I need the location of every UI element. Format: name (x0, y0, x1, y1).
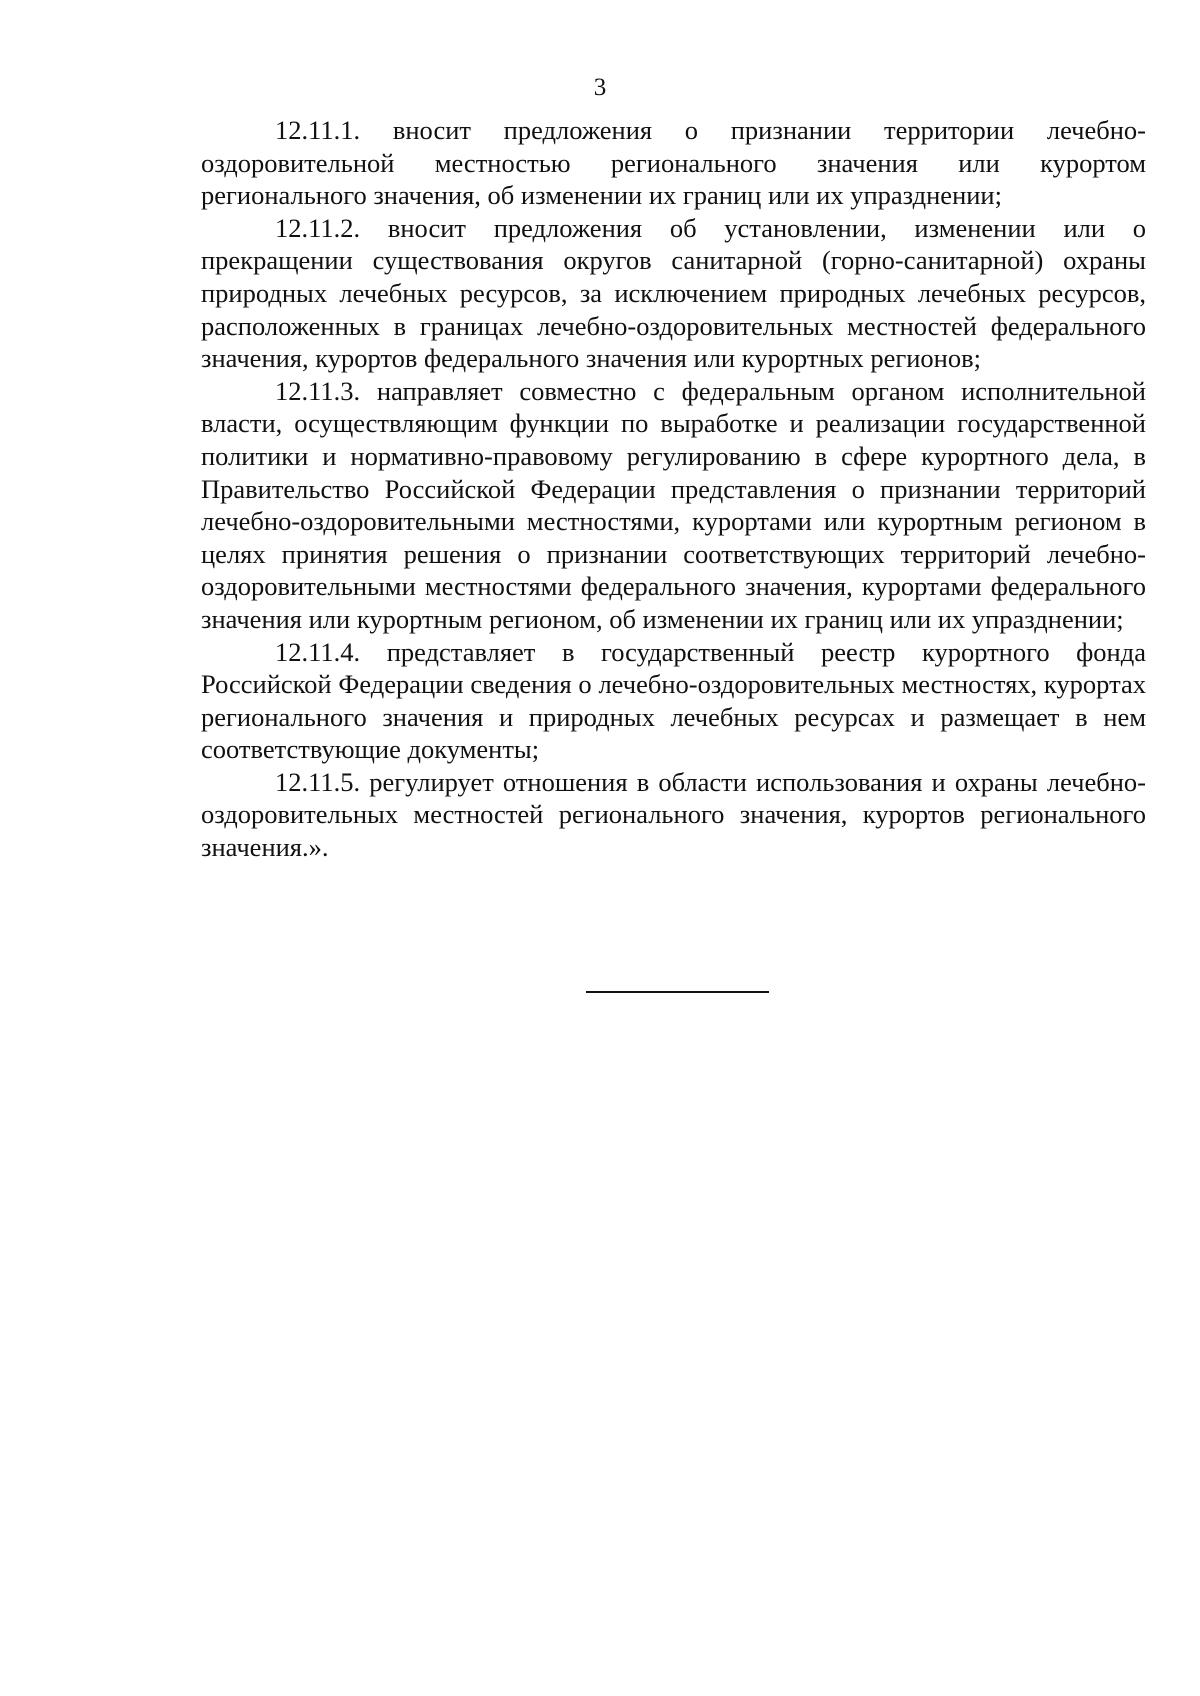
paragraph-12-11-5: 12.11.5. регулирует отношения в области использования и охраны лечебно-оздоровительных местностей регионального значения, курортов регионального значения.». (201, 766, 1146, 863)
paragraph-12-11-4: 12.11.4. представляет в государственный реестр курортного фонда Российской Федерации сведения о лечебно-оздоровительных местностях, курортах регионального значения и природных лечебных ресурсах и размещает в нем соответствующие документы; (201, 636, 1146, 765)
paragraph-12-11-3: 12.11.3. направляет совместно с федеральным органом исполнительной власти, осуществляющим функции по выработке и реализации государственной политики и нормативно-правовому регулированию в сфере курортного дела, в Правительство Российской Федерации представления о признании территорий лечебно-оздоровительными местностями, курортами или курортным регионом в целях принятия решения о признании соответствующих территорий лечебно-оздоровительными местностями федерального значения, курортами федерального значения или курортным регионом, об изменении их границ или их упразднении; (201, 375, 1146, 634)
paragraph-12-11-1: 12.11.1. вносит предложения о признании территории лечебно-оздоровительной местностью регионального значения или курортом регионального значения, об изменении их границ или их упразднении; (201, 115, 1146, 211)
paragraph-12-11-2: 12.11.2. вносит предложения об установлении, изменении или о прекращении существования округов санитарной (горно-санитарной) охраны природных лечебных ресурсов, за исключением природных лечебных ресурсов, расположенных в границах лечебно-оздоровительных местностей федерального значения, курортов федерального значения или курортных регионов; (201, 212, 1146, 374)
end-of-document-line (586, 991, 769, 993)
document-body (201, 114, 1146, 864)
page-number: 3 (593, 74, 607, 101)
